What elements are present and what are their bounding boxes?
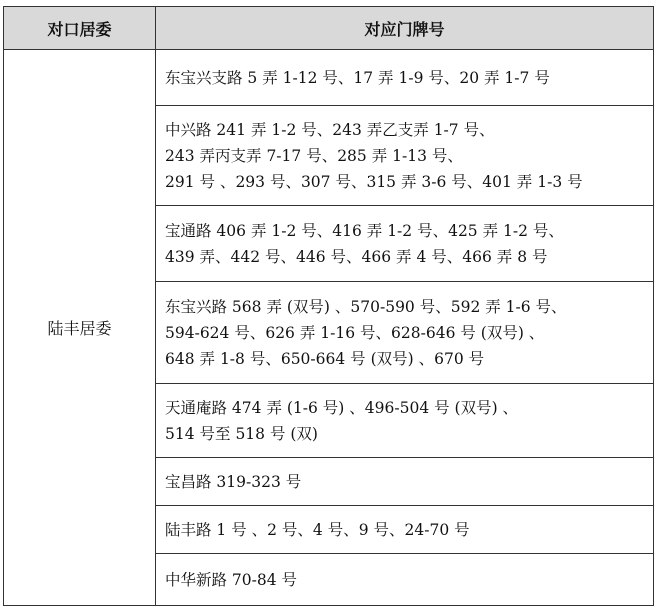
- address-cell: [156, 106, 654, 206]
- header-committee: 对口居委: [4, 7, 156, 50]
- address-cell: [156, 384, 654, 458]
- address-line: 宝昌路 319-323 号: [165, 472, 302, 491]
- address-line: 天通庵路 474 弄 (1-6 号) 、496-504 号 (双号) 、: [165, 398, 519, 417]
- table-body: [4, 50, 654, 606]
- address-cell: [156, 458, 654, 506]
- address-line: 宝通路 406 弄 1-2 号、416 弄 1-2 号、425 弄 1-2 号、: [165, 221, 564, 240]
- address-line: 648 弄 1-8 号、650-664 号 (双号) 、670 号: [165, 349, 485, 368]
- address-line: 中兴路 241 弄 1-2 号、243 弄乙支弄 1-7 号、: [165, 120, 495, 139]
- address-cell: [156, 206, 654, 282]
- address-line: 243 弄丙支弄 7-17 号、285 弄 1-13 号、: [165, 146, 463, 165]
- address-line: 中华新路 70-84 号: [165, 570, 298, 589]
- address-line: 东宝兴支路 5 弄 1-12 号、17 弄 1-9 号、20 弄 1-7 号: [165, 68, 550, 87]
- address-line: 东宝兴路 568 弄 (双号) 、570-590 号、592 弄 1-6 号、: [165, 297, 567, 316]
- address-line: 514 号至 518 号 (双): [165, 424, 318, 443]
- header-addresses: 对应门牌号: [156, 7, 654, 50]
- address-cell: [156, 50, 654, 106]
- address-line: 291 号 、293 号、307 号、315 弄 3-6 号、401 弄 1-3 号: [165, 172, 583, 191]
- table-row: [4, 50, 654, 106]
- address-cell: [156, 554, 654, 606]
- address-cell: [156, 282, 654, 384]
- committee-cell: 陆丰居委: [4, 50, 156, 606]
- address-table: [3, 6, 654, 606]
- header-row: [4, 7, 654, 50]
- address-line: 594-624 号、626 弄 1-16 号、628-646 号 (双号) 、: [165, 323, 545, 342]
- address-line: 439 弄、442 号、446 号、466 弄 4 号、466 弄 8 号: [165, 247, 548, 266]
- address-cell: [156, 506, 654, 554]
- address-line: 陆丰路 1 号 、2 号、4 号、9 号、24-70 号: [165, 520, 470, 539]
